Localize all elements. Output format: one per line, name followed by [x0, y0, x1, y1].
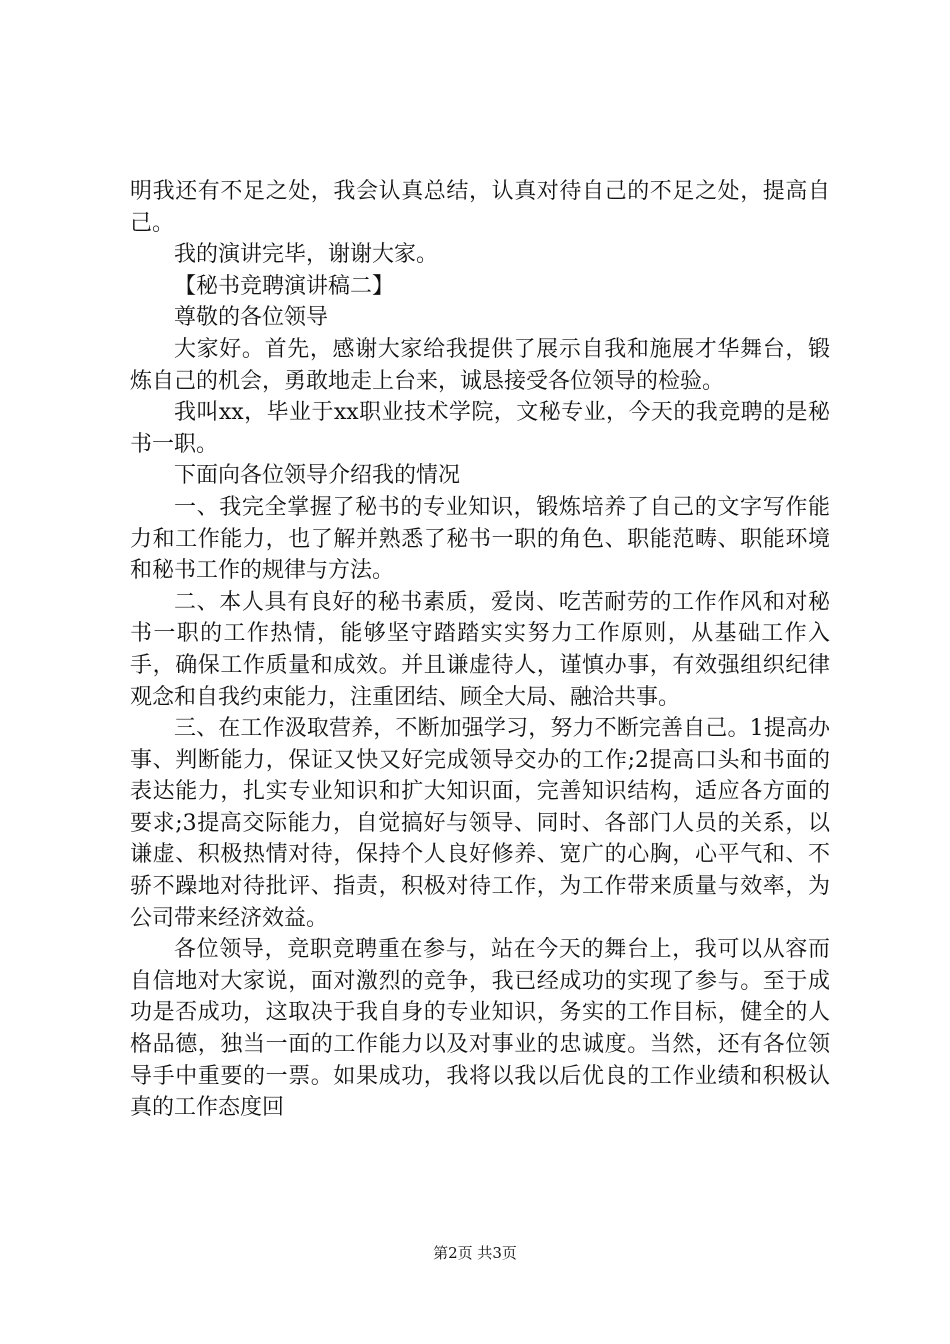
section-heading: 【秘书竞聘演讲稿二】: [174, 273, 395, 299]
page-footer: 第2页 共3页: [433, 1244, 517, 1262]
paragraph-7: 下面向各位领导介绍我的情况: [174, 463, 461, 489]
salutation: 尊敬的各位领导: [174, 305, 329, 331]
paragraph-8: 一、我完全掌握了秘书的专业知识，锻炼培养了自己的文字写作能力和工作能力，也了解并熟悉了秘书一职的角色、职能范畴、职能环境和秘书工作的规律与方法。: [130, 494, 830, 584]
paragraph-1: 明我还有不足之处，我会认真总结，认真对待自己的不足之处，提高自己。: [130, 179, 830, 236]
paragraph-2: 我的演讲完毕，谢谢大家。: [174, 242, 439, 268]
paragraph-6: 我叫xx，毕业于xx职业技术学院，文秘专业，今天的我竞聘的是秘书一职。: [130, 400, 830, 457]
paragraph-9: 二、本人具有良好的秘书素质，爱岗、吃苦耐劳的工作作风和对秘书一职的工作热情，能够坚守踏踏实实努力工作原则，从基础工作入手，确保工作质量和成效。并且谦虚待人，谨慎办事，有效强组织纪律观念和自我约束能力，注重团结、顾全大局、融洽共事。: [130, 589, 830, 710]
document-body: [130, 176, 830, 1124]
paragraph-11: 各位领导，竞职竞聘重在参与，站在今天的舞台上，我可以从容而自信地对大家说，面对激烈的竞争，我已经成功的实现了参与。至于成功是否成功，这取决于我自身的专业知识，务实的工作目标，健全的人格品德，独当一面的工作能力以及对事业的忠诚度。当然，还有各位领导手中重要的一票。如果成功，我将以我以后优良的工作业绩和积极认真的工作态度回: [130, 937, 830, 1121]
paragraph-10: 三、在工作汲取营养，不断加强学习，努力不断完善自己。1提高办事、判断能力，保证又快又好完成领导交办的工作;2提高口头和书面的表达能力，扎实专业知识和扩大知识面，完善知识结构，适应各方面的要求;3提高交际能力，自觉搞好与领导、同时、各部门人员的关系，以谦虚、积极热情对待，保持个人良好修养、宽广的心胸，心平气和、不骄不躁地对待批评、指责，积极对待工作，为工作带来质量与效率，为公司带来经济效益。: [130, 716, 830, 931]
paragraph-5: 大家好。首先，感谢大家给我提供了展示自我和施展才华舞台，锻炼自己的机会，勇敢地走上台来，诚恳接受各位领导的检验。: [130, 336, 830, 394]
